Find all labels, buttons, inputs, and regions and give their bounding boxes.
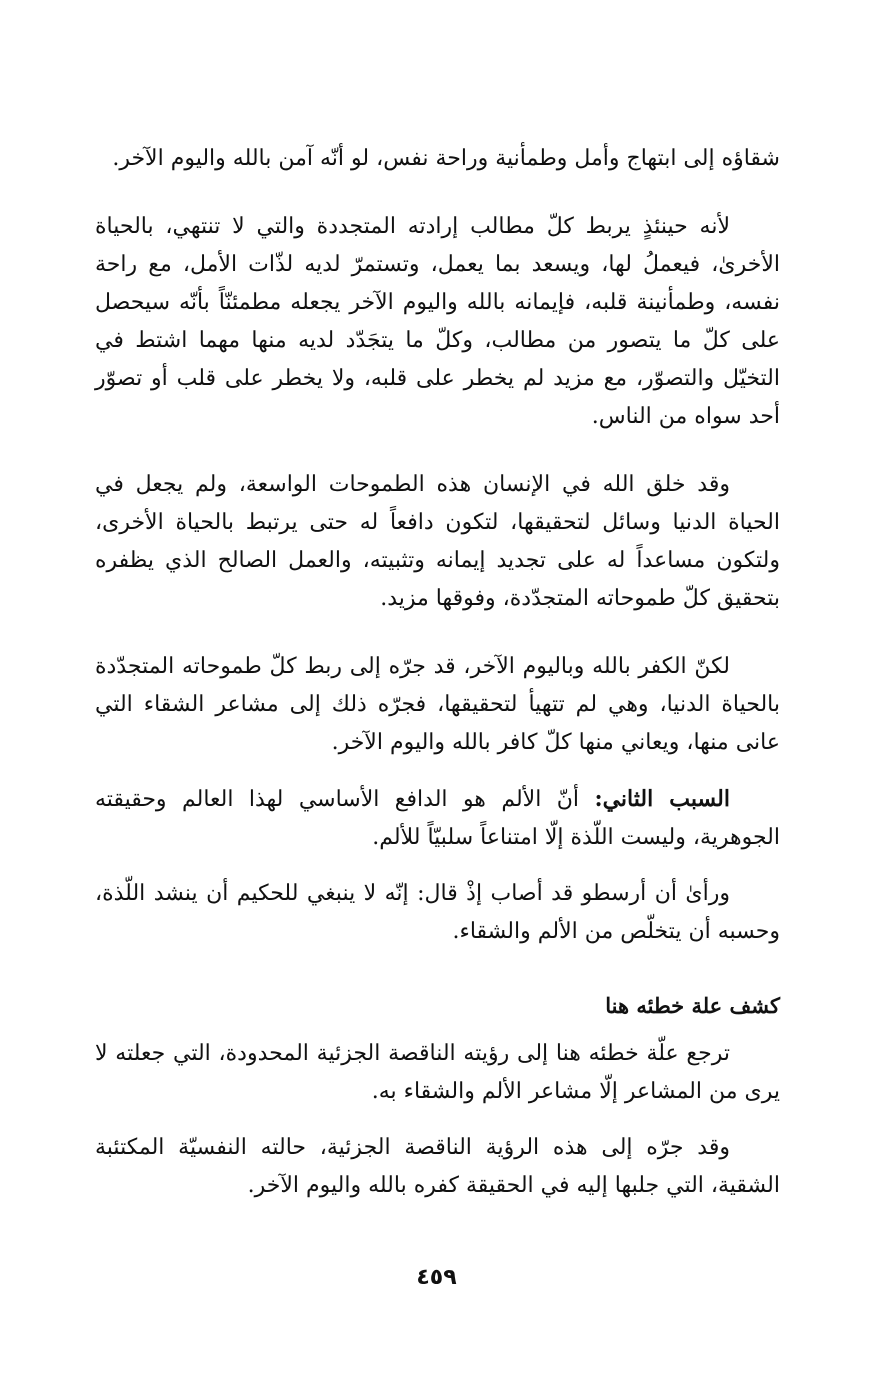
second-reason-text: أنّ الألم هو الدافع الأساسي لهذا العالم وحقيقته الجوهرية، وليست اللّذة إلّا امتناعاً سلبيّاً للألم. — [95, 787, 780, 850]
paragraph-psychological-state: وقد جرّه إلى هذه الرؤية الناقصة الجزئية، حالته النفسيّة المكتئبة الشقية، التي جلبها إليه في الحقيقة كفره بالله واليوم الآخر. — [95, 1135, 780, 1198]
paragraph-continuation: شقاؤه إلى ابتهاج وأمل وطمأنية وراحة نفس، لو أنّه آمن بالله واليوم الآخر. — [112, 146, 780, 171]
paragraph-second-reason — [95, 780, 780, 857]
section-heading: كشف علة خطئه هنا — [605, 993, 780, 1018]
paragraph-afterlife-link: لأنه حينئذٍ يربط كلّ مطالب إرادته المتجددة والتي لا تنتهي، بالحياة الأخرىٰ، فيعملُ لها، ويسعد بما يعمل، وتستمرّ لديه لذّات الأمل، مع راحة نفسه، وطمأنينة قلبه، فإيمانه بالله واليوم الآخر يجعله مطمئنّاً بأنّه سيحصل على كلّ ما يتصور من مطالب، وكلّ ما يتجَدّد لديه منها مهما اشتط في التخيّل والتصوّر، مع مزيد لم يخطر على قلبه، ولا يخطر على قلب أو تصوّر أحد سواه من الناس. — [95, 214, 780, 429]
page-number: ٤٥٩ — [416, 1265, 457, 1290]
page-body — [95, 140, 780, 1205]
second-reason-lead: السبب الثاني: — [594, 786, 730, 812]
paragraph-disbelief: لكنّ الكفر بالله وباليوم الآخر، قد جرّه إلى ربط كلّ طموحاته المتجدّدة بالحياة الدنيا، وهي لم تتهيأ لتحقيقها، فجرّه ذلك إلى مشاعر الشقاء التي عانى منها، ويعاني منها كلّ كافر بالله واليوم الآخر. — [95, 654, 780, 755]
paragraph-ambitions: وقد خلق الله في الإنسان هذه الطموحات الواسعة، ولم يجعل في الحياة الدنيا وسائل لتحقيقها، لتكون دافعاً له حتى يرتبط بالحياة الأخرى، ولتكون مساعداً له على تجديد إيمانه وتثبيته، والعمل الصالح الذي يظفره بتحقيق كلّ طموحاته المتجدّدة، وفوقها مزيد. — [95, 472, 780, 611]
paragraph-aristotle: ورأىٰ أن أرسطو قد أصاب إذْ قال: إنّه لا ينبغي للحكيم أن ينشد اللّذة، وحسبه أن يتخلّص من الألم والشقاء. — [95, 881, 780, 944]
paragraph-error-cause: ترجع علّة خطئه هنا إلى رؤيته الناقصة الجزئية المحدودة، التي جعلته لا يرى من المشاعر إلّا مشاعر الألم والشقاء به. — [95, 1041, 780, 1104]
